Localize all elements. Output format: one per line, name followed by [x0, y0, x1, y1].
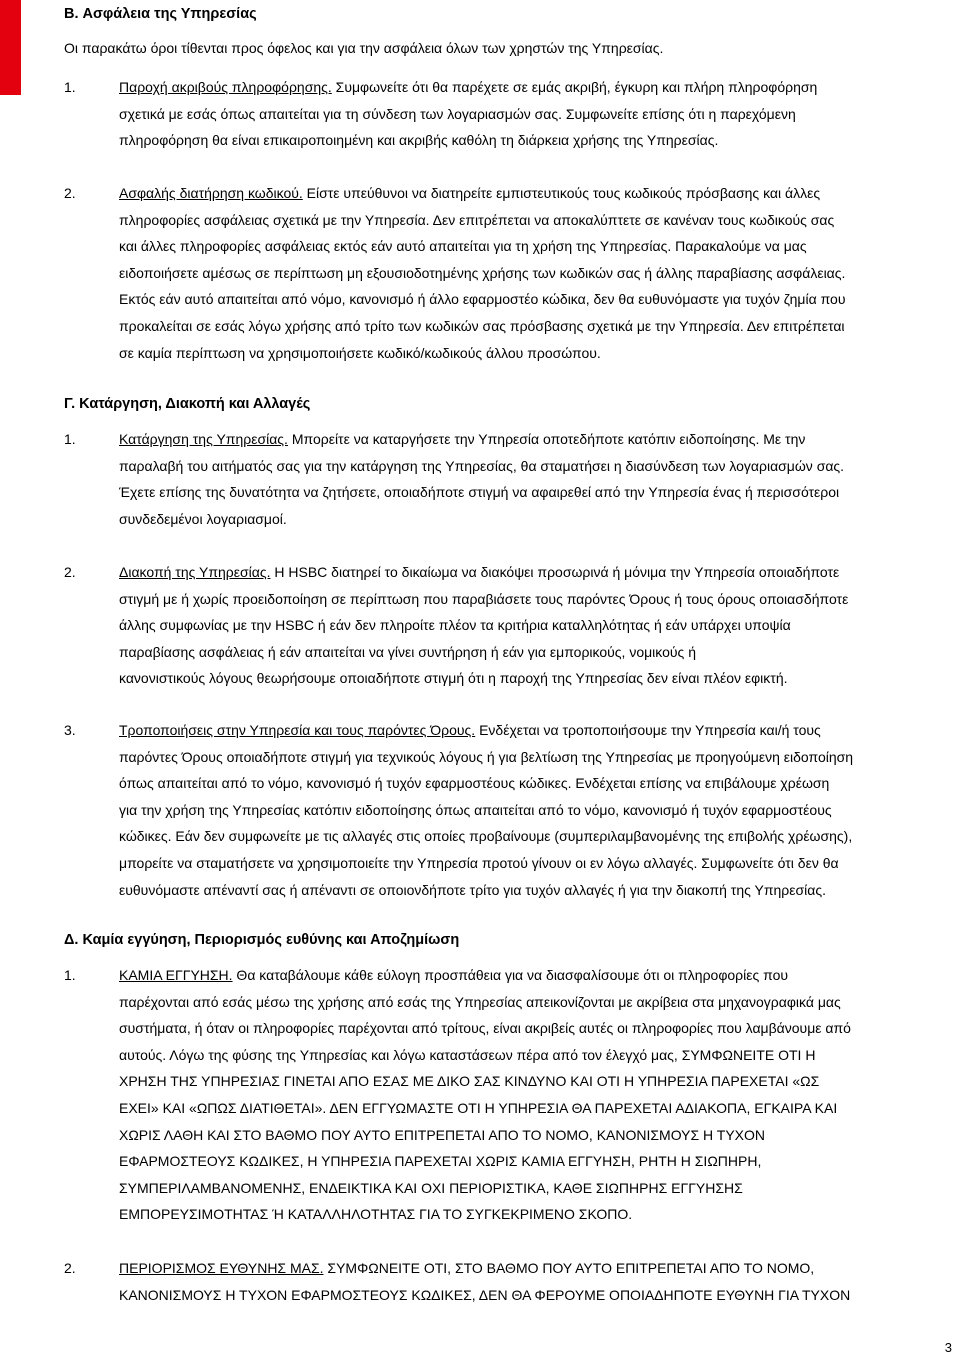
item-text: ΕΦΑΡΜΟΣΤΕΟΥΣ ΚΩΔΙΚΕΣ, Η ΥΠΗΡΕΣΙΑ ΠΑΡΕΧΕΤΑΙ ΧΩΡΙΣ ΚΑΜΙΑ ΕΓΓΥΗΣΗ, ΡΗΤΗ Η ΣΙΩΠΗΡΗ, — [119, 1153, 762, 1170]
item-text: σε καμία περίπτωση να χρησιμοποιήσετε κωδικό/κωδικούς άλλου προσώπου. — [119, 344, 601, 361]
item-number: 3. — [64, 722, 76, 738]
item-number: 2. — [64, 1260, 76, 1276]
item-text: όπως απαιτείται από το νόμο, κανονισμό ή τυχόν εφαρμοστέους κώδικες. Ενδέχεται επίσης να επιβάλουμε χρέωση — [119, 775, 830, 792]
item-text: ΧΡΗΣΗ ΤΗΣ ΥΠΗΡΕΣΙΑΣ ΓΙΝΕΤΑΙ ΑΠΟ ΕΣΑΣ ΜΕ ΔΙΚΟ ΣΑΣ ΚΙΝΔΥΝΟ ΚΑΙ ΟΤΙ Η ΥΠΗΡΕΣΙΑ ΠΑΡΕΧΕΤΑΙ «ΩΣ — [119, 1073, 820, 1090]
item-text: Ενδέχεται να τροποποιήσουμε την Υπηρεσία και/ή τους — [475, 722, 821, 738]
item-title: Κατάργηση της Υπηρεσίας. — [119, 431, 288, 447]
section-b-intro: Οι παρακάτω όροι τίθενται προς όφελος και για την ασφάλεια όλων των χρηστών της Υπηρεσίας. — [64, 40, 664, 56]
item-text: κανονιστικούς λόγους θεωρήσουμε οποιαδήποτε στιγμή ότι η παροχή της Υπηρεσίας δεν είναι πλέον εφικτή. — [119, 670, 788, 687]
item-text: Εκτός εάν αυτό απαιτείται από νόμο, κανονισμό ή άλλο εφαρμοστέο κώδικα, δεν θα ευθυνόμαστε για τυχόν ζημία που — [119, 291, 846, 308]
item-text: ΕΜΠΟΡΕΥΣΙΜΟΤΗΤΑΣ Ή ΚΑΤΑΛΛΗΛΟΤΗΤΑΣ ΓΙΑ ΤΟ ΣΥΓΚΕΚΡΙΜΕΝΟ ΣΚΟΠΟ. — [119, 1206, 633, 1223]
item-text: κώδικες. Εάν δεν συμφωνείτε με τις αλλαγές στις οποίες προβαίνουμε (συμπεριλαμβανομένης της επιβολής χρέωσης), — [119, 828, 853, 845]
item-text: προκαλείται σε εσάς λόγω χρήσης από τρίτο των κωδικών σας πρόσβασης σχετικά με την Υπηρεσία. Δεν επιτρέπεται — [119, 317, 845, 334]
item-text: Η HSBC διατηρεί το δικαίωμα να διακόψει προσωρινά ή μόνιμα την Υπηρεσία οποιαδήποτε — [270, 564, 840, 580]
section-c-heading: Γ. Κατάργηση, Διακοπή και Αλλαγές — [64, 396, 311, 412]
item-text: στιγμή με ή χωρίς προειδοποίηση σε περίπτωση που παραβιάσετε τους παρόντες Όρους ή τους όρους οποιασδήποτε — [119, 590, 849, 607]
item-title: Παροχή ακριβούς πληροφόρησης. — [119, 79, 332, 95]
item-number: 1. — [64, 431, 76, 447]
item-number: 1. — [64, 967, 76, 983]
item-text: αυτούς. Λόγω της φύσης της Υπηρεσίας και λόγω καταστάσεων πέρα από τον έλεγχό μας, ΣΥΜΦΩΝΕΙΤΕ ΟΤΙ Η — [119, 1046, 816, 1063]
item-text: και άλλες πληροφορίες ασφάλειας εκτός εάν αυτό απαιτείται για τη χρήση της Υπηρεσίας. Παρακαλούμε να μας — [119, 238, 807, 255]
item-text: ΣΥΜΠΕΡΙΛΑΜΒΑΝΟΜΕΝΗΣ, ΕΝΔΕΙΚΤΙΚΑ ΚΑΙ ΟΧΙ ΠΕΡΙΟΡΙΣΤΙΚΑ, ΚΑΘΕ ΣΙΩΠΗΡΗΣ ΕΓΓΥΗΣΗΣ — [119, 1179, 743, 1196]
item-text: Μπορείτε να καταργήσετε την Υπηρεσία οποτεδήποτε κατόπιν ειδοποίησης. Με την — [287, 431, 806, 447]
item-title: ΚΑΜΙΑ ΕΓΓΥΗΣΗ. — [119, 967, 233, 983]
item-number: 1. — [64, 79, 76, 95]
item-title: Τροποποιήσεις στην Υπηρεσία και τους παρόντες Όρους. — [119, 722, 476, 738]
page-number: 3 — [944, 1340, 952, 1355]
item-text: για την χρήση της Υπηρεσίας κατόπιν ειδοποίησης όπως απαιτείται από το νόμο, κανονισμό ή τυχόν εφαρμοστέους — [119, 801, 832, 818]
item-text: ειδοποιήσετε αμέσως σε περίπτωση μη εξουσιοδοτημένης χρήσης των κωδικών σας ή άλλης παραβίασης ασφάλειας. — [119, 264, 846, 281]
item-text: Συμφωνείτε ότι θα παρέχετε σε εμάς ακριβή, έγκυρη και πλήρη πληροφόρηση — [331, 79, 818, 95]
section-d-heading: Δ. Καμία εγγύηση, Περιορισμός ευθύνης και Αποζημίωση — [64, 932, 460, 948]
item-text: Είστε υπεύθυνοι να διατηρείτε εμπιστευτικούς τους κωδικούς πρόσβασης και άλλες — [302, 185, 821, 201]
item-text: παρόντες Όρους οποιαδήποτε στιγμή για τεχνικούς λόγους ή για βελτίωση της Υπηρεσίας με προηγούμενη ειδοποίηση — [119, 748, 854, 765]
item-text: άλλης συμφωνίας με την HSBC ή εάν δεν πληροίτε πλέον τα κριτήρια καταλληλότητας ή εάν υπάρχει υποψία — [119, 617, 791, 634]
item-title: Διακοπή της Υπηρεσίας. — [119, 564, 271, 580]
item-text: ΧΩΡΙΣ ΛΑΘΗ ΚΑΙ ΣΤΟ ΒΑΘΜΟ ΠΟΥ ΑΥΤΟ ΕΠΙΤΡΕΠΕΤΑΙ ΑΠΟ ΤΟ ΝΟΜΟ, ΚΑΝΟΝΙΣΜΟΥΣ Η ΤΥΧΟΝ — [119, 1126, 765, 1143]
section-b-heading: B. Ασφάλεια της Υπηρεσίας — [64, 6, 257, 22]
item-text: συστήματα, ή όταν οι πληροφορίες παρέχονται από τρίτους, είναι ακριβείς αυτές οι πληροφορίες που λαμβάνουμε από — [119, 1020, 851, 1037]
item-text: Θα καταβάλουμε κάθε εύλογη προσπάθεια για να διασφαλίσουμε ότι οι πληροφορίες που — [232, 967, 789, 983]
item-title: ΠΕΡΙΟΡΙΣΜΟΣ ΕΥΘΥΝΗΣ ΜΑΣ. — [119, 1260, 324, 1276]
item-text: παρέχονται από εσάς μέσω της χρήσης από εσάς της Υπηρεσίας απεικονίζονται με ακρίβεια στα μηχανογραφικά μας — [119, 993, 841, 1010]
item-text: μπορείτε να σταματήσετε να χρησιμοποιείτε την Υπηρεσία προτού γίνουν οι εν λόγω αλλαγές. Συμφωνείτε ότι δεν θα — [119, 854, 839, 871]
item-title: Ασφαλής διατήρηση κωδικού. — [119, 185, 303, 201]
item-text: σχετικά με εσάς όπως απαιτείται για τη σύνδεση των λογαριασμών σας. Συμφωνείτε επίσης ότι η παρεχόμενη — [119, 105, 796, 122]
brand-accent-bar — [0, 0, 21, 95]
item-text: παραβίασης ασφάλειας ή εάν απαιτείται να γίνει συντήρηση ή εάν για εμπορικούς, νομικούς ή — [119, 643, 696, 660]
item-text: πληροφόρηση θα είναι επικαιροποιημένη και ακριβής καθόλη τη διάρκεια χρήσης της Υπηρεσίας. — [119, 132, 719, 149]
item-text: παραλαβή του αιτήματός σας για την κατάργηση της Υπηρεσίας, θα σταματήσει η διασύνδεση των λογαριασμών σας. — [119, 457, 845, 474]
item-text: συνδεδεμένοι λογαριασμοί. — [119, 510, 287, 527]
item-text: ΣΥΜΦΩΝΕΙΤΕ ΟΤΙ, ΣΤΟ ΒΑΘΜΟ ΠΟΥ ΑΥΤΟ ΕΠΙΤΡΕΠΕΤΑΙ ΑΠΌ ΤΟ ΝΟΜΟ, — [323, 1260, 815, 1276]
item-number: 2. — [64, 185, 76, 201]
item-text: Έχετε επίσης της δυνατότητα να ζητήσετε, οποιαδήποτε στιγμή να αφαιρεθεί από την Υπηρεσία ένας ή περισσότεροι — [119, 484, 840, 501]
item-text: ευθυνόμαστε απέναντί σας ή απέναντι σε οποιονδήποτε τρίτο για τυχόν αλλαγές ή για την διακοπή της Υπηρεσίας. — [119, 881, 826, 898]
item-number: 2. — [64, 564, 76, 580]
item-text: ΕΧΕΙ» ΚΑΙ «ΩΠΩΣ ΔΙΑΤΙΘΕΤΑΙ». ΔΕΝ ΕΓΓΥΩΜΑΣΤΕ ΟΤΙ Η ΥΠΗΡΕΣΙΑ ΘΑ ΠΑΡΕΧΕΤΑΙ ΑΔΙΑΚΟΠΑ, ΕΓΚΑΙΡΑ ΚΑΙ — [119, 1099, 838, 1116]
item-text: πληροφορίες ασφάλειας σχετικά με την Υπηρεσία. Δεν επιτρέπεται να αποκαλύπτετε σε κανέναν τους κωδικούς σας — [119, 211, 835, 228]
item-text: ΚΑΝΟΝΙΣΜΟΥΣ Η ΤΥΧΟΝ ΕΦΑΡΜΟΣΤΕΟΥΣ ΚΩΔΙΚΕΣ, ΔΕΝ ΘΑ ΦΕΡΟΥΜΕ ΟΠΟΙΑΔΗΠΟΤΕ ΕΥΘΥΝΗ ΓΙΑ ΤΥΧΟΝ — [119, 1286, 851, 1303]
